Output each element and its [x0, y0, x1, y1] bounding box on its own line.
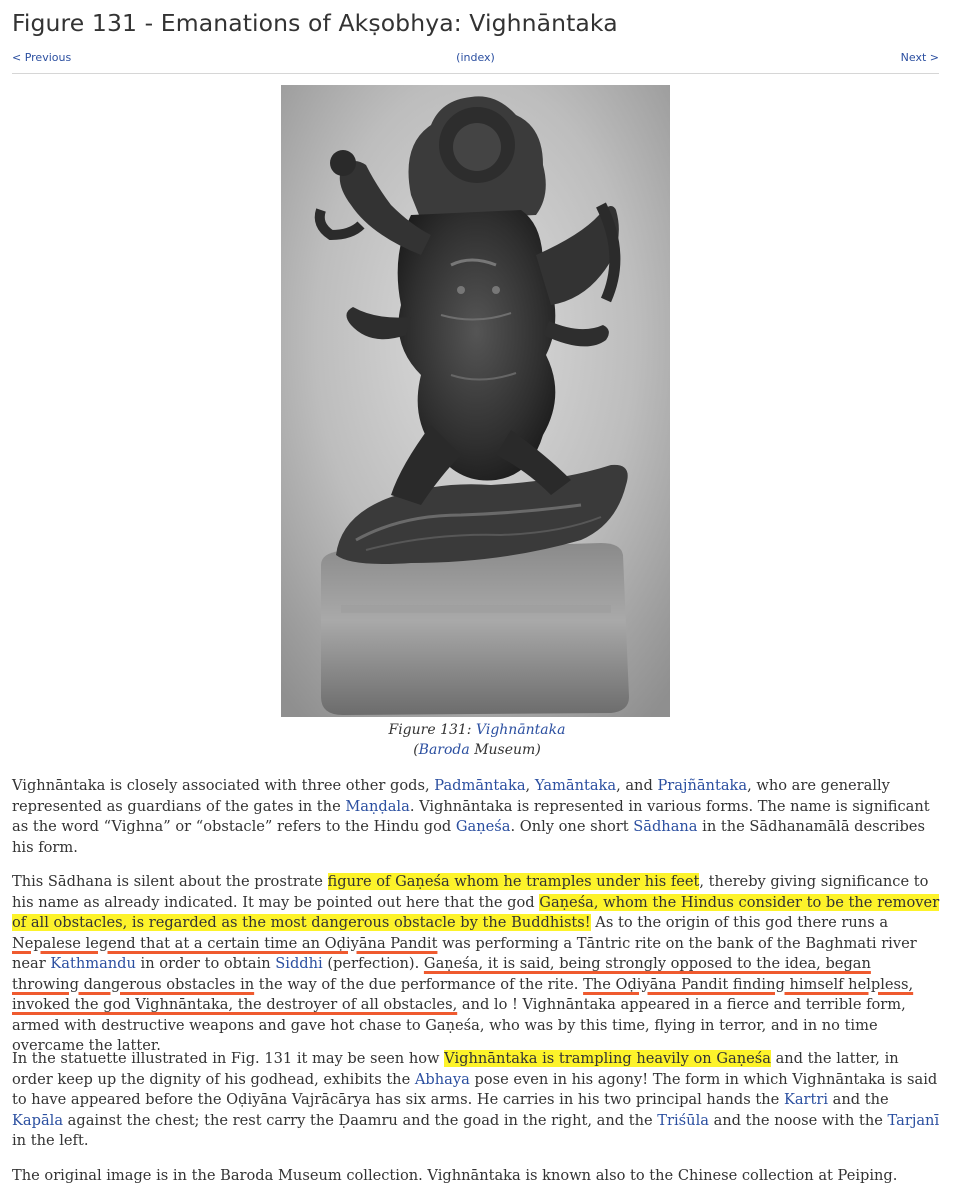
text: and the noose with the	[708, 1111, 888, 1129]
caption-label: Figure 131:	[388, 722, 476, 738]
paragraph-1	[12, 776, 942, 858]
paragraph-4	[12, 1166, 942, 1187]
caption-open: (	[413, 742, 419, 758]
next-link[interactable]: Next >	[900, 51, 939, 64]
statue-photo	[281, 85, 670, 717]
paragraph-3	[12, 1049, 942, 1152]
index-link[interactable]: (index)	[456, 51, 495, 64]
text: and lo ! Vighnāntaka appeared in a fierce and terrible form, armed with destructive weapons and gave hot chase to Gaṇeśa, who was by this time, flying in terror, and in no time overcame the latter.	[12, 996, 906, 1054]
kapala-link[interactable]: Kapāla	[12, 1111, 64, 1129]
text: As to the origin of this god there runs a	[590, 914, 889, 931]
text: ,	[525, 777, 535, 794]
text: , and	[616, 777, 658, 794]
mandala-link[interactable]: Maṇḍala	[345, 797, 410, 815]
abhaya-link[interactable]: Abhaya	[414, 1070, 470, 1088]
sadhana-link[interactable]: Sādhana	[633, 818, 698, 835]
text: (perfection).	[322, 955, 424, 972]
tarjani-link[interactable]: Tarjanī	[887, 1111, 940, 1129]
kartri-link[interactable]: Kartri	[783, 1091, 829, 1108]
text: Vighnāntaka is closely associated with three other gods,	[12, 777, 435, 794]
text: the way of the due performance of the rite.	[254, 975, 584, 993]
siddhi-link[interactable]: Siddhi	[275, 955, 323, 972]
yamantaka-link[interactable]: Yamāntaka	[534, 777, 617, 794]
text: and the	[828, 1091, 889, 1108]
prajnantaka-link[interactable]: Prajñāntaka	[657, 777, 748, 794]
highlight: Vighnāntaka is trampling heavily on Gaṇeśa	[444, 1050, 771, 1067]
underline: Nepalese legend that at a certain time an Oḍiyāna Pandit	[12, 934, 438, 952]
text: in the Sādhanamālā describes his form.	[12, 818, 925, 856]
ganesa-link[interactable]: Gaṇeśa	[455, 818, 511, 835]
text: in order to obtain	[135, 955, 276, 972]
text: This Sādhana is silent about the prostrate	[12, 873, 328, 890]
text: , thereby giving significance to his name as already indicated. It may be pointed out here that the god	[12, 873, 929, 911]
figure-image	[281, 85, 670, 717]
paragraph-2	[12, 872, 942, 1057]
previous-link[interactable]: < Previous	[12, 51, 72, 64]
text: , who are generally represented as guardians of the gates in the	[12, 777, 890, 815]
text: against the chest; the rest carry the Ḍaamru and the goad in the right, and the	[63, 1111, 658, 1129]
text: The original image is in the Baroda Museum collection. Vighnāntaka is known also to the Chinese collection at Peiping.	[12, 1167, 898, 1184]
highlight: figure of Gaṇeśa whom he tramples under his feet	[327, 873, 700, 890]
underline: Gaṇeśa, it is said, being strongly opposed to the idea, began throwing dangerous obstacles in	[12, 955, 871, 993]
caption-rest: Museum)	[469, 742, 541, 758]
page-title: Figure 131 - Emanations of Akṣobhya: Vighnāntaka	[12, 9, 618, 37]
text: . Only one short	[510, 818, 634, 835]
highlight: Gaṇeśa, whom the Hindus consider to be the remover of all obstacles, is regarded as the most dangerous obstacle by the Buddhists!	[12, 893, 940, 931]
caption-name-link[interactable]: Vighnāntaka	[475, 722, 566, 738]
figure-caption	[0, 720, 954, 760]
text: in the left.	[12, 1132, 89, 1149]
text: pose even in his agony! The form in which Vighnāntaka is said to have appeared before the Oḍiyāna Vajrācārya has six arms. He carries in his two principal hands the	[12, 1070, 938, 1108]
text: was performing a Tāntric rite on the bank of the Baghmati river near	[12, 934, 917, 972]
caption-museum-link[interactable]: Baroda	[418, 742, 470, 758]
trisula-link[interactable]: Triśūla	[657, 1111, 709, 1129]
text: and the latter, in order keep up the dignity of his godhead, exhibits the	[12, 1050, 899, 1088]
kathmandu-link[interactable]: Kathmandu	[50, 955, 136, 972]
text: . Vighnāntaka is represented in various forms. The name is significant as the word “Vighna” or “obstacle” refers to the Hindu god	[12, 797, 930, 835]
padmantaka-link[interactable]: Padmāntaka	[434, 777, 526, 794]
navigation-bar	[12, 50, 939, 74]
underline: The Oḍiyāna Pandit finding himself helpless, invoked the god Vighnāntaka, the destroyer of all obstacles,	[12, 975, 914, 1013]
text: In the statuette illustrated in Fig. 131 it may be seen how	[12, 1050, 445, 1067]
